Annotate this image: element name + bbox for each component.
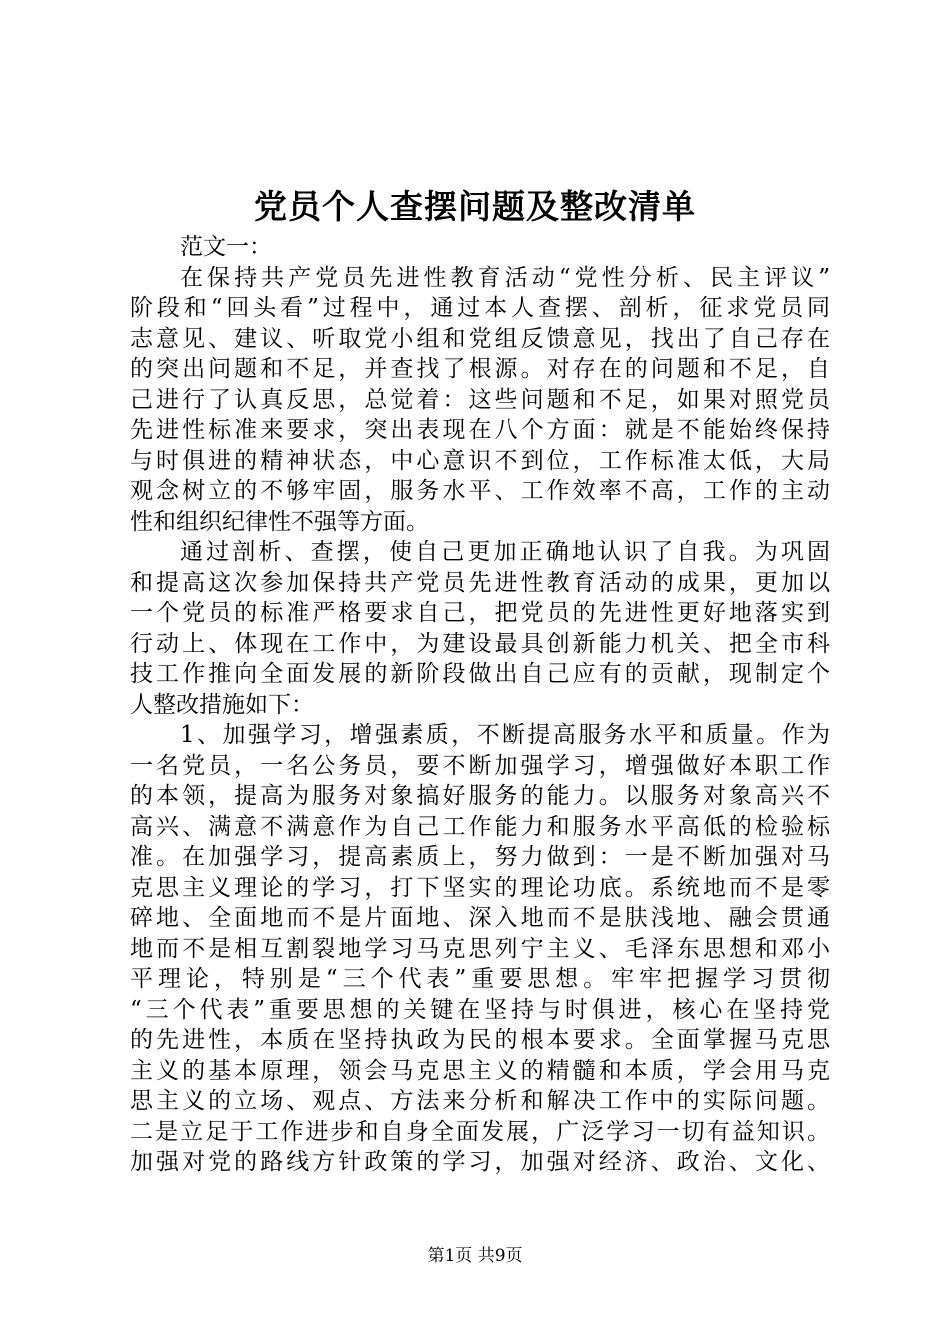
text-line: 和提高这次参加保持共产党员先进性教育活动的成果，更加以 xyxy=(130,569,830,596)
text-line: 志意见、建议、听取党小组和党组反馈意见，找出了自己存在 xyxy=(130,325,830,352)
text-line: 的先进性，本质在坚持执政为民的根本要求。全面掌握马克思 xyxy=(130,1027,830,1053)
text-line: 1、加强学习，增强素质，不断提高服务水平和质量。作为 xyxy=(180,722,830,748)
text-line: 人整改措施如下： xyxy=(130,691,314,718)
text-line: 性和组织纪律性不强等方面。 xyxy=(130,508,429,535)
text-line: 在保持共产党员先进性教育活动“党性分析、民主评议” xyxy=(180,264,830,291)
text-line: 一个党员的标准严格要求自己，把党员的先进性更好地落实到 xyxy=(130,600,830,626)
text-line: 行动上、体现在工作中，为建设最具创新能力机关、把全市科 xyxy=(130,630,830,657)
text-line: 的本领，提高为服务对象搞好服务的能力。以服务对象高兴不 xyxy=(130,783,830,809)
text-line: 平理论，特别是“三个代表”重要思想。牢牢把握学习贯彻 xyxy=(130,966,830,992)
text-line: 与时俱进的精神状态，中心意识不到位，工作标准太低，大局 xyxy=(130,447,830,474)
text-line: 技工作推向全面发展的新阶段做出自己应有的贡献，现制定个 xyxy=(130,661,830,687)
text-line: 加强对党的路线方针政策的学习，加强对经济、政治、文化、 xyxy=(130,1149,830,1175)
text-line: 准。在加强学习，提高素质上，努力做到：一是不断加强对马 xyxy=(130,844,830,870)
text-line: “三个代表”重要思想的关键在坚持与时俱进，核心在坚持党 xyxy=(130,996,830,1023)
text-line: 范文一： xyxy=(180,234,272,260)
text-line: 的突出问题和不足，并查找了根源。对存在的问题和不足，自 xyxy=(130,356,830,382)
text-line: 地而不是相互割裂地学习马克思列宁主义、毛泽东思想和邓小 xyxy=(130,935,830,962)
text-line: 碎地、全面地而不是片面地、深入地而不是肤浅地、融会贯通 xyxy=(130,905,830,931)
text-line: 思主义的立场、观点、方法来分析和解决工作中的实际问题。 xyxy=(130,1088,830,1114)
text-line: 先进性标准来要求，突出表现在八个方面：就是不能始终保持 xyxy=(130,417,830,443)
document-body xyxy=(130,232,830,1178)
page-number-footer: 第1页 共9页 xyxy=(427,1246,523,1266)
text-line: 己进行了认真反思，总觉着：这些问题和不足，如果对照党员 xyxy=(130,386,830,413)
text-line: 通过剖析、查摆，使自己更加正确地认识了自我。为巩固 xyxy=(180,539,830,565)
text-line: 阶段和“回头看”过程中，通过本人查摆、剖析，征求党员同 xyxy=(130,295,830,321)
text-line: 一名党员，一名公务员，要不断加强学习，增强做好本职工作 xyxy=(130,752,830,779)
text-line: 观念树立的不够牢固，服务水平、工作效率不高，工作的主动 xyxy=(130,478,830,504)
text-line: 高兴、满意不满意作为自己工作能力和服务水平高低的检验标 xyxy=(130,813,830,840)
text-line: 二是立足于工作进步和自身全面发展，广泛学习一切有益知识。 xyxy=(130,1118,830,1145)
text-line: 克思主义理论的学习，打下坚实的理论功底。系统地而不是零 xyxy=(130,874,830,901)
text-line: 主义的基本原理，领会马克思主义的精髓和本质，学会用马克 xyxy=(130,1057,830,1084)
document-title: 党员个人查摆问题及整改清单 xyxy=(254,187,696,226)
